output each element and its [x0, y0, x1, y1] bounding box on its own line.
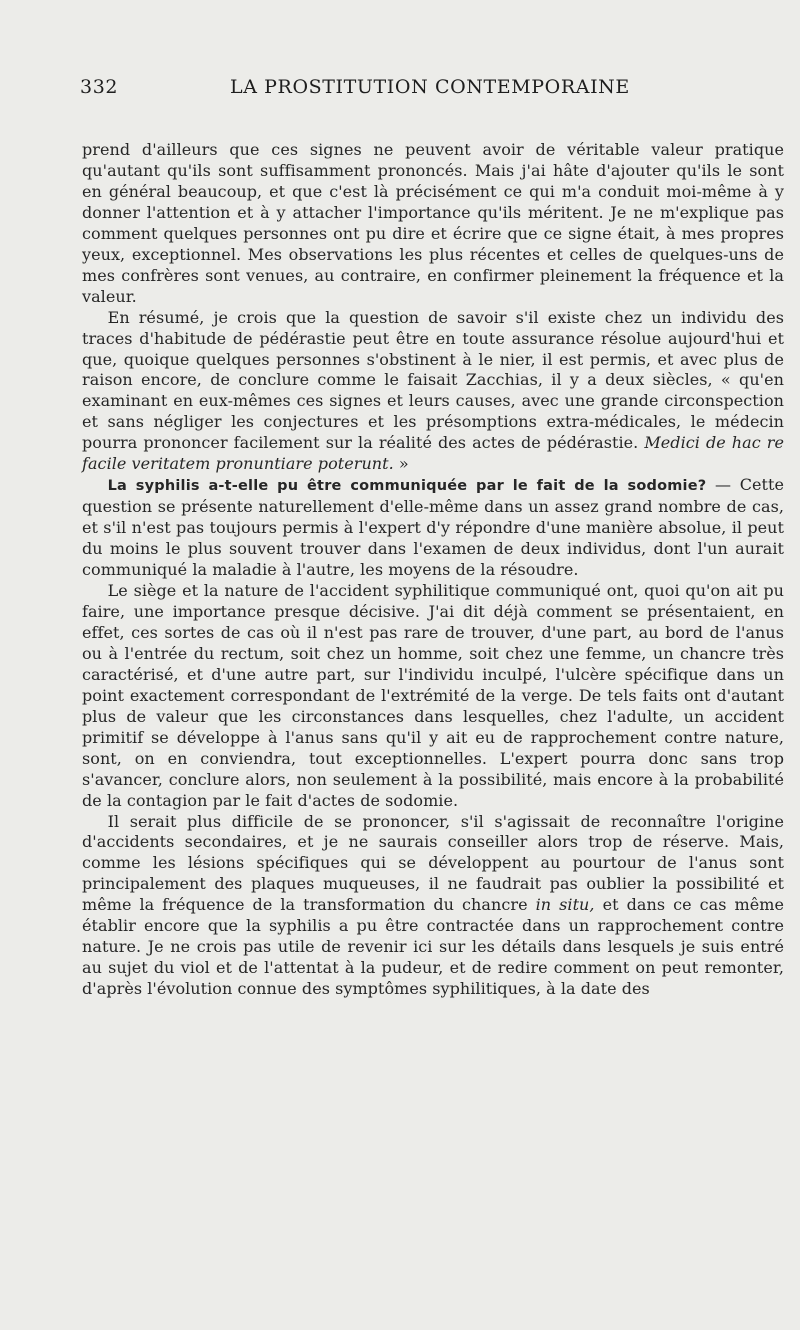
page-header: [80, 76, 780, 102]
paragraph-2-text: En résumé, je crois que la question de savoir s'il existe chez un individu des traces d'habitude de pédérastie peut être en toute assurance résolue aujourd'hui et que, quoique quelques personnes s'obstinent à le nier, il est permis, et avec plus de raison encore, de conclure comme le faisait Zacchias, il y a deux siècles, « qu'en examinant en eux-mêmes ces signes et leurs causes, avec une grande circonspection et sans négliger les conjectures et les présomptions extra-médicales, le médecin pourra prononcer facilement sur la réalité des actes de pédérastie.: [82, 307, 784, 453]
paragraph-4-text: Le siège et la nature de l'accident syphilitique communiqué ont, quoi qu'on ait pu faire, une importance presque décisive. J'ai dit déjà comment se présentaient, en effet, ces sortes de cas où il n'est pas rare de trouver, d'une part, au bord de l'anus ou à l'entrée du rectum, soit chez un homme, soit chez une femme, un chancre très caractérisé, et d'une autre part, sur l'individu inculpé, l'ulcère spécifique dans un point exactement correspondant de l'extrémité de la verge. De tels faits ont d'autant plus de valeur que les circonstances dans lesquelles, chez l'adulte, un accident primitif se développe à l'anus sans qu'il y ait eu de rapprochement contre nature, sont, on en conviendra, tout exceptionnelles. L'expert pourra donc sans trop s'avancer, conclure alors, non seulement à la possibilité, mais encore à la probabilité de la contagion par le fait d'actes de sodomie.: [82, 581, 784, 810]
paragraph-4: [82, 581, 784, 811]
quote-close: »: [393, 454, 409, 474]
section-heading: La syphilis a-t-elle pu être communiquée par le fait de la sodomie?: [107, 478, 707, 495]
page-number: 332: [80, 76, 119, 98]
paragraph-5: [82, 812, 784, 1001]
paragraph-3: [82, 475, 784, 581]
latin-quotation: Medici de hac re facile veritatem pronuntiare poterunt.: [82, 433, 784, 474]
body-text: [82, 140, 784, 1000]
paragraph-2: [82, 308, 784, 476]
paragraph-5-text-b: et dans ce cas même établir encore que la syphilis a pu être contractée dans un rapprochement contre nature. Je ne crois pas utile de revenir ici sur les détails dans lesquels je suis entré au sujet du viol et de l'attentat à la pudeur, et de redire comment on peut remonter, d'après l'évolution connue des symptômes syphilitiques, à la date des: [82, 895, 785, 999]
in-situ-term: in situ,: [535, 895, 595, 915]
paragraph-5-text-a: Il serait plus difficile de se prononcer, s'il s'agissait de reconnaître l'origine d'accidents secondaires, et je ne saurais conseiller alors trop de réserve. Mais, comme les lésions spécifiques qui se développent au pourtour de l'anus sont principalement des plaques muqueuses, il ne faudrait pas oublier la possibilité et même la fréquence de la transformation du chancre: [82, 811, 784, 915]
paragraph-1-text: prend d'ailleurs que ces signes ne peuvent avoir de véritable valeur pratique qu'autant qu'ils sont suffisamment prononcés. Mais j'ai hâte d'ajouter qu'ils le sont en général beaucoup, et que c'est là précisément ce qui m'a conduit moi-même à y donner l'attention et à y attacher l'importance qu'ils méritent. Je ne m'explique pas comment quelques personnes ont pu dire et écrire que ce signe était, à mes propres yeux, exceptionnel. Mes observations les plus récentes et celles de quelques-uns de mes confrères sont venues, au contraire, en confirmer pleinement la fréquence et la valeur.: [82, 140, 784, 306]
running-title: LA PROSTITUTION CONTEMPORAINE: [230, 76, 630, 98]
paragraph-3-text: — Cette question se présente naturellement d'elle-même dans un assez grand nombre de cas, et s'il n'est pas toujours permis à l'expert d'y répondre d'une manière absolue, il peut du moins le plus souvent trouver dans l'examen de deux individus, dont l'un aurait communiqué la maladie à l'autre, les moyens de la résoudre.: [82, 475, 784, 580]
paragraph-1: [82, 140, 784, 308]
